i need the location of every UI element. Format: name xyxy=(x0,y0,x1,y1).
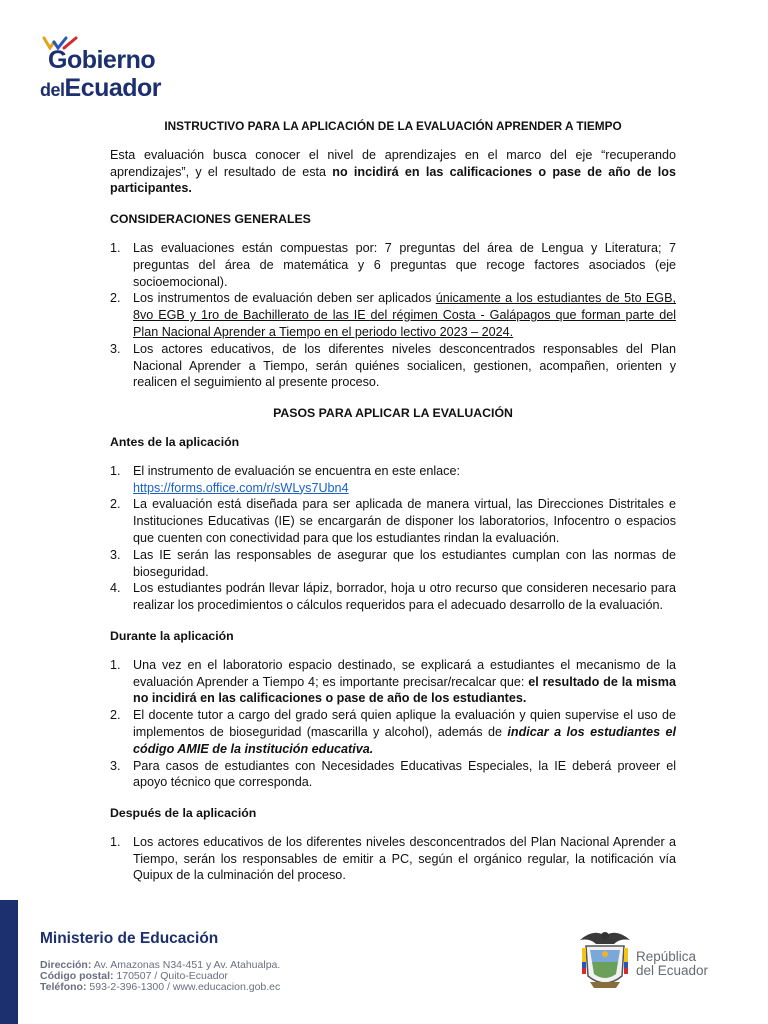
ministerio-name: Ministerio de Educación xyxy=(40,930,219,947)
logo-word-del: del xyxy=(40,80,65,100)
list-number: 2. xyxy=(110,708,121,723)
list-item-text: Los instrumentos de evaluación deben ser aplicados xyxy=(133,291,436,306)
list-item xyxy=(110,657,676,707)
list-item-text: Los actores educativos, de los diferentes niveles desconcentrados responsables del Plan Nacional Aprender a Tiempo, serán quiénes socialicen, gestionen, acompañen, orienten y realicen el seguimiento al presente proceso. xyxy=(133,341,676,390)
pasos-heading: PASOS PARA APLICAR LA EVALUACIÓN xyxy=(273,406,513,421)
list-item-bold-text: el resultado de la misma no incidirá en las calificaciones o pase de año de los estudiantes. xyxy=(133,674,676,706)
durante-list xyxy=(110,657,676,791)
consideraciones-list xyxy=(110,240,676,391)
list-item xyxy=(110,463,676,497)
intro-text: Esta evaluación busca conocer el nivel de aprendizajes en el marco del eje “recuperando aprendizajes”, y el resultado de esta xyxy=(110,147,676,179)
direccion-label: Dirección: xyxy=(40,959,92,971)
intro-paragraph xyxy=(110,147,676,197)
list-item xyxy=(110,580,676,614)
republica-line-1: República xyxy=(636,949,697,964)
list-number: 1. xyxy=(110,834,121,849)
intro-bold-text: no incidirá en las calificaciones o pase de año de los participantes. xyxy=(110,164,676,196)
list-item xyxy=(110,496,676,546)
list-number: 1. xyxy=(110,240,121,255)
list-item xyxy=(110,758,676,792)
list-number: 2. xyxy=(110,497,121,512)
consideraciones-heading: CONSIDERACIONES GENERALES xyxy=(110,212,311,227)
page-footer xyxy=(40,930,740,1020)
logo-word-ecuador: Ecuador xyxy=(64,74,162,102)
list-item-text: El docente tutor a cargo del grado será quien aplique la evaluación y quien supervise el uso de implementos de bioseguridad (mascarilla y alcohol), además de xyxy=(133,708,676,739)
footer-address xyxy=(40,960,280,993)
telefono-label: Teléfono: xyxy=(40,981,87,993)
list-item-bold-italic-text: indicar a los estudiantes el código AMIE de la institución educativa. xyxy=(133,724,676,756)
antes-list xyxy=(110,463,676,614)
codigo-label: Código postal: xyxy=(40,970,114,982)
document-title: INSTRUCTIVO PARA LA APLICACIÓN DE LA EVALUACIÓN APRENDER A TIEMPO xyxy=(164,119,622,133)
list-item xyxy=(110,341,676,391)
list-number: 3. xyxy=(110,758,121,773)
durante-heading: Durante la aplicación xyxy=(110,628,234,643)
list-number: 1. xyxy=(110,657,121,672)
list-number: 3. xyxy=(110,547,121,562)
republica-del-ecuador-wordmark xyxy=(636,950,708,978)
list-number: 4. xyxy=(110,581,121,596)
gobierno-logo xyxy=(40,30,190,100)
list-number: 1. xyxy=(110,463,121,478)
logo-word-del-ecuador xyxy=(40,74,161,103)
list-item-text: Las evaluaciones están compuestas por: 7 preguntas del área de Lengua y Literatura; 7 preguntas del área de matemática y 6 preguntas que recoge factores asociados (eje socioemocional). xyxy=(133,240,676,289)
list-item xyxy=(110,290,676,340)
codigo-value: 170507 / Quito-Ecuador xyxy=(113,970,228,982)
evaluation-form-link[interactable]: https://forms.office.com/r/sWLys7Ubn4 xyxy=(133,480,349,495)
despues-heading: Después de la aplicación xyxy=(110,806,257,821)
list-item-text: Una vez en el laboratorio espacio destinado, se explicará a estudiantes el mecanismo de la evaluación Aprender a Tiempo 4; es importante precisar/recalcar que: xyxy=(133,657,676,689)
document-body xyxy=(110,118,676,884)
direccion-value: Av. Amazonas N34-451 y Av. Atahualpa. xyxy=(91,959,281,971)
list-item-text: Las IE serán las responsables de asegurar que los estudiantes cumplan con las normas de bioseguridad. xyxy=(133,547,676,579)
telefono-value: 593-2-396-1300 / www.educacion.gob.ec xyxy=(86,981,281,993)
logo-word-gobierno: Gobierno xyxy=(48,46,156,74)
list-item xyxy=(110,547,676,581)
despues-list xyxy=(110,834,676,884)
coat-of-arms-icon xyxy=(576,926,634,992)
list-number: 2. xyxy=(110,291,121,306)
antes-heading: Antes de la aplicación xyxy=(110,434,240,449)
list-item-underlined-text: únicamente a los estudiantes de 5to EGB, 8vo EGB y 1ro de Bachillerato de las IE del régimen Costa - Galápagos que forman parte del Plan Nacional Aprender a Tiempo en el periodo lectivo 2023 – 2024. xyxy=(133,291,677,339)
list-item xyxy=(110,707,676,757)
republica-line-2: del Ecuador xyxy=(636,963,709,978)
list-item-text: La evaluación está diseñada para ser aplicada de manera virtual, las Direcciones Distritales e Instituciones Educativas (IE) se encargarán de disponer los laboratorios, Infocentro o espacios que cuenten con conectividad para que los estudiantes rindan la evaluación. xyxy=(133,497,676,545)
list-item xyxy=(110,834,676,884)
telefono-line xyxy=(40,982,280,993)
footer-side-bar xyxy=(0,900,18,1024)
list-item-text: Para casos de estudiantes con Necesidades Educativas Especiales, la IE deberá proveer el apoyo técnico que corresponda. xyxy=(133,758,676,790)
list-item xyxy=(110,240,676,290)
list-item-text: Los actores educativos de los diferentes niveles desconcentrados del Plan Nacional Aprender a Tiempo, serán los responsables de emitir a PC, según el orgánico regular, la notificación vía Quipux de la culminación del proceso. xyxy=(133,834,676,883)
list-item-text: El instrumento de evaluación se encuentra en este enlace: xyxy=(133,463,460,478)
list-item-text: Los estudiantes podrán llevar lápiz, borrador, hoja u otro recurso que consideren necesario para realizar los procedimientos o cálculos requeridos para el adecuado desarrollo de la evaluación. xyxy=(133,581,676,613)
list-number: 3. xyxy=(110,341,121,356)
